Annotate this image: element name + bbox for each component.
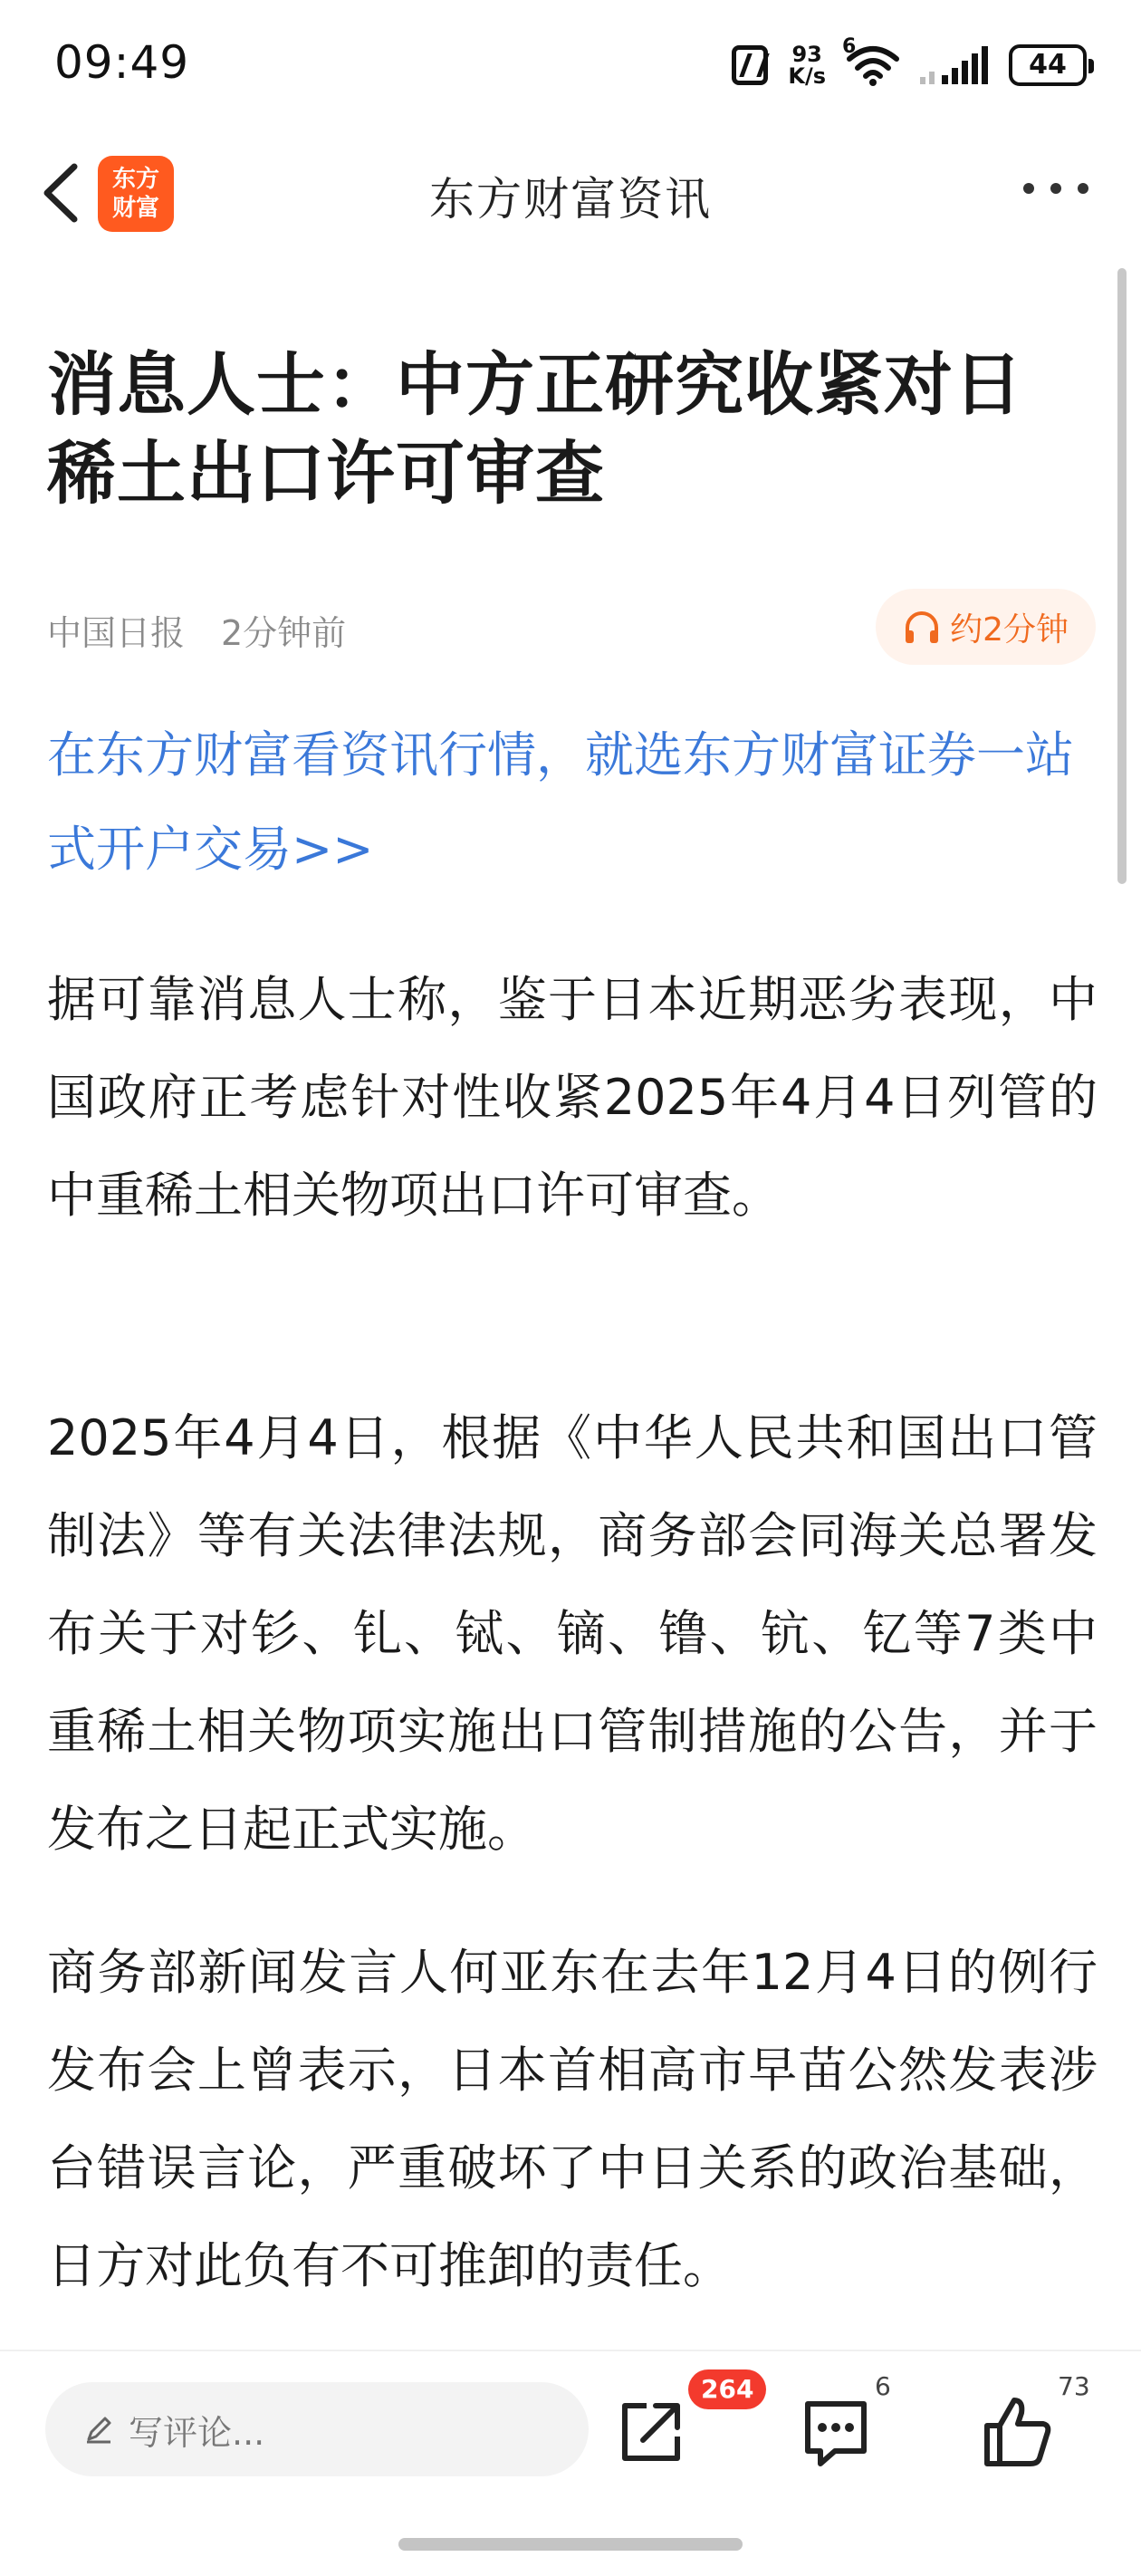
app-logo-line1: 东方	[111, 166, 159, 193]
article-source[interactable]: 中国日报	[47, 613, 186, 653]
app-logo-line2: 财富	[111, 195, 159, 222]
comment-icon	[795, 2391, 877, 2473]
home-indicator[interactable]	[398, 2538, 743, 2551]
article-paragraph: 2025年4月4日，根据《中华人民共和国出口管制法》等有关法律法规，商务部会同海关总署发布关于对钐、钆、铽、镝、镥、钪、钇等7类中重稀土相关物项实施出口管制措施的公告，并于发布之日起正式实施。	[47, 1409, 1098, 1858]
wifi-icon	[842, 35, 900, 86]
listen-duration: 约2分钟	[950, 610, 1069, 649]
like-count: 73	[1058, 2371, 1090, 2401]
header-title: 东方财富资讯	[429, 173, 712, 226]
comments-button[interactable]	[795, 2391, 877, 2473]
bottom-action-bar	[0, 2350, 1141, 2576]
article-time: 2分钟前	[221, 613, 347, 653]
status-icons	[732, 35, 1087, 92]
comment-count: 6	[875, 2371, 891, 2401]
pencil-icon	[83, 2414, 114, 2445]
article-title: 消息人士：中方正研究收紧对日稀土出口许可审查	[47, 344, 1023, 514]
article-paragraph: 商务部新闻发言人何亚东在去年12月4日的例行发布会上曾表示，日本首相高市早苗公然发表涉台错误言论，严重破坏了中日关系的政治基础，日方对此负有不可推卸的责任。	[47, 1944, 1098, 2294]
comment-input[interactable]	[45, 2382, 589, 2476]
scrollbar[interactable]	[1117, 268, 1127, 884]
network-speed-unit: K/s	[788, 63, 826, 89]
comment-placeholder: 写评论...	[129, 2412, 265, 2453]
battery-icon	[1009, 44, 1087, 86]
more-options-icon[interactable]	[1023, 183, 1088, 194]
status-bar	[0, 0, 1141, 136]
share-button[interactable]	[610, 2391, 692, 2473]
headphones-icon	[903, 609, 941, 645]
article-paragraph: 据可靠消息人士称，鉴于日本近期恶劣表现，中国政府正考虑针对性收紧2025年4月4日列管的中重稀土相关物项出口许可审查。	[47, 971, 1098, 1224]
app-header	[0, 136, 1141, 250]
promo-link[interactable]: 在东方财富看资讯行情，就选东方财富证券一站式开户交易>>	[47, 726, 1074, 878]
like-button[interactable]	[976, 2391, 1058, 2473]
article-meta	[47, 585, 1096, 667]
status-time: 09:49	[54, 36, 190, 89]
battery-level: 44	[1029, 49, 1067, 81]
thumbs-up-icon	[976, 2391, 1058, 2473]
nfc-icon	[732, 45, 768, 85]
listen-button[interactable]	[876, 589, 1096, 665]
share-icon	[610, 2391, 692, 2473]
network-speed-value: 93	[791, 42, 822, 67]
wifi-badge: 6	[842, 35, 857, 58]
signal-icon	[920, 44, 989, 86]
network-speed	[788, 43, 826, 87]
share-count-badge: 264	[688, 2369, 766, 2409]
